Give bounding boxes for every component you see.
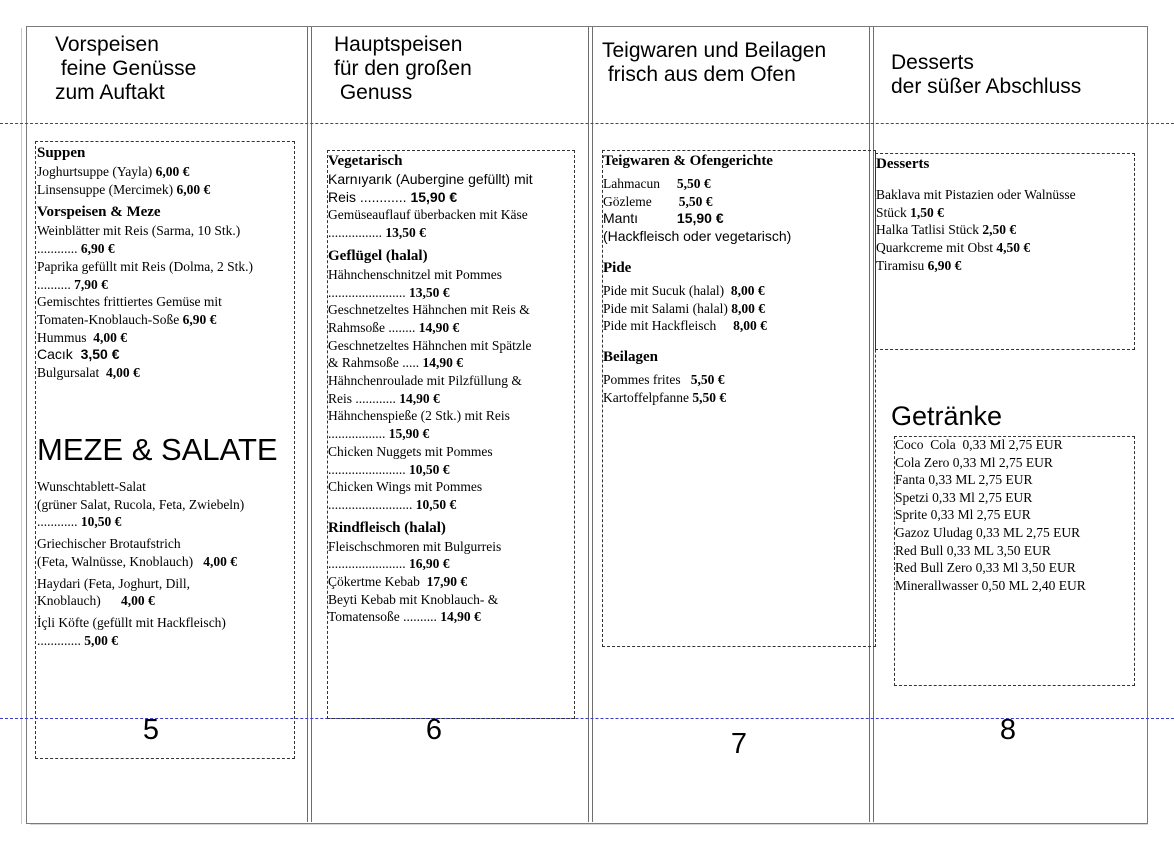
menu-item-name: Baklava mit Pistazien oder Walnüsse Stück xyxy=(876,187,1076,220)
menu-item-name: Cacık xyxy=(37,346,81,363)
menu-item-name: Gemüseauflauf überbacken mit Käse ................ xyxy=(328,207,528,241)
menu-item xyxy=(328,443,575,478)
menu-item-price: 10,50 € xyxy=(409,461,450,477)
menu-item xyxy=(328,171,575,206)
menu-item-name: Hummus xyxy=(37,329,94,345)
menu-item-name: Fleischschmoren mit Bulgurreis ....................... xyxy=(328,538,502,572)
panel-title-hauptspeisen: Hauptspeisen für den großen Genuss xyxy=(334,33,472,104)
menu-item-price: 4,00 € xyxy=(203,553,238,569)
menu-item xyxy=(37,293,295,328)
menu-item-price: 13,50 € xyxy=(385,225,426,241)
menu-item-name: Geschnetzeltes Hähnchen mit Spätzle & Rahmsoße ..... xyxy=(328,337,532,371)
page-edge xyxy=(21,28,22,824)
menu-item-price: 4,00 € xyxy=(120,593,155,609)
drink-item: Spetzi 0,33 Ml 2,75 EUR xyxy=(895,489,1033,505)
menu-item-price: 7,90 € xyxy=(74,276,108,292)
menu-item-name: Tiramisu xyxy=(876,257,928,273)
menu-item-name: Chicken Nuggets mit Pommes ....................... xyxy=(328,443,493,477)
panel-title-vorspeisen: Vorspeisen feine Genüsse zum Auftakt xyxy=(55,33,197,104)
menu-item-price: 6,90 € xyxy=(80,241,115,257)
menu-item xyxy=(37,346,295,364)
fold-line xyxy=(588,27,593,822)
menu-item-name: Pommes frites xyxy=(603,371,691,387)
menu-item xyxy=(328,591,575,626)
drink-item: Sprite 0,33 Ml 2,75 EUR xyxy=(895,507,1031,523)
menu-item-price: 5,50 € xyxy=(692,389,727,405)
drink-item: Fanta 0,33 ML 2,75 EUR xyxy=(895,472,1033,488)
section-heading: Vegetarisch xyxy=(328,153,403,169)
menu-item-name: Bulgursalat xyxy=(37,365,106,381)
menu-item-name: Hähnchenroulade mit Pilzfüllung & Reis ............ xyxy=(328,373,522,406)
panel-title-teigwaren: Teigwaren und Beilagen frisch aus dem Ofen xyxy=(602,39,827,86)
menu-item-price: 15,90 € xyxy=(676,210,724,227)
menu-item xyxy=(37,478,295,531)
page-number: 6 xyxy=(425,714,443,746)
menu-item-name: Gözleme xyxy=(603,193,679,209)
section-heading: Vorspeisen & Meze xyxy=(37,204,161,221)
menu-item-price: 8,00 € xyxy=(731,300,765,316)
menu-item-price: 8,00 € xyxy=(733,318,767,334)
menu-item-name: Joghurtsuppe (Yayla) xyxy=(37,164,156,179)
guide-line xyxy=(0,123,1174,124)
menu-item-price: 14,90 € xyxy=(399,390,440,406)
menu-item-name: Hähnchenspieße (2 Stk.) mit Reis ................. xyxy=(328,408,510,442)
menu-item xyxy=(603,371,875,389)
menu-item xyxy=(603,282,875,300)
menu-item xyxy=(37,163,295,181)
menu-item-name: Quarkcreme mit Obst xyxy=(876,240,997,256)
menu-item xyxy=(328,478,575,513)
menu-item-price: 5,50 € xyxy=(676,176,711,191)
menu-item xyxy=(603,175,875,193)
menu-item-price: 5,00 € xyxy=(84,632,118,648)
menu-item xyxy=(876,221,1134,239)
menu-item xyxy=(328,538,575,573)
menu-item-price: 15,90 € xyxy=(388,426,430,442)
menu-item-name: Lahmacun xyxy=(603,176,677,191)
drink-item: Red Bull Zero 0,33 Ml 3,50 EUR xyxy=(895,560,1076,576)
menu-item-name: İçli Köfte (gefüllt mit Hackfleisch) ............. xyxy=(37,614,226,648)
menu-item xyxy=(37,258,295,293)
menu-item xyxy=(603,210,875,228)
page-number: 8 xyxy=(999,714,1017,746)
menu-item xyxy=(328,337,575,372)
menu-item-price: 10,50 € xyxy=(80,514,122,530)
menu-item-name: Pide mit Salami (halal) xyxy=(603,300,732,316)
panel-title-desserts: Desserts der süßer Abschluss xyxy=(891,51,1082,98)
menu-item-name: Linsensuppe (Mercimek) xyxy=(37,181,177,197)
menu-item-price: 8,00 € xyxy=(730,282,765,298)
meze-salate-heading: MEZE & SALATE xyxy=(37,432,278,467)
menu-item-name: Halka Tatlisi Stück xyxy=(876,222,983,238)
drink-item: Minerallwasser 0,50 ML 2,40 EUR xyxy=(895,577,1086,593)
menu-item-price: 15,90 € xyxy=(410,188,458,205)
menu-item-price: 5,50 € xyxy=(690,371,725,387)
menu-item-price: 17,90 € xyxy=(426,574,468,590)
menu-item-price: 13,50 € xyxy=(409,284,450,300)
menu-item-name: Pide mit Sucuk (halal) xyxy=(603,282,731,298)
menu-item-price: 16,90 € xyxy=(409,556,450,572)
drinks-list xyxy=(895,436,1086,594)
drink-item: Red Bull 0,33 ML 3,50 EUR xyxy=(895,542,1051,558)
section-gap xyxy=(603,246,875,258)
menu-item xyxy=(603,300,875,318)
section-heading: Beilagen xyxy=(603,348,658,365)
menu-item-price: 6,00 € xyxy=(176,181,211,197)
menu-item-name: Griechischer Brotaufstrich (Feta, Walnüsse, Knoblauch) xyxy=(37,536,194,569)
menu-item-price: 14,90 € xyxy=(440,609,481,625)
menu-item-name: Gemischtes frittiertes Gemüse mit Tomaten-Knoblauch-Soße xyxy=(37,294,222,327)
teigwaren-content xyxy=(603,151,875,406)
section-heading: Suppen xyxy=(37,145,86,161)
menu-item-name: Wunschtablett-Salat (grüner Salat, Rucola, Feta, Zwiebeln) ............ xyxy=(37,479,245,530)
menu-item-name: Beyti Kebab mit Knoblauch- & Tomatensoße .......... xyxy=(328,591,499,625)
menu-item xyxy=(876,257,1134,275)
fold-line xyxy=(307,27,312,822)
menu-item-name: Weinblätter mit Reis (Sarma, 10 Stk.) ............ xyxy=(37,223,241,257)
menu-item xyxy=(328,206,575,241)
menu-item xyxy=(603,317,875,335)
drink-item: Cola Zero 0,33 Ml 2,75 EUR xyxy=(895,454,1053,470)
menu-item xyxy=(328,301,575,336)
menu-item xyxy=(328,266,575,301)
desserts-content xyxy=(876,154,1134,275)
meze-salate-list xyxy=(37,478,295,649)
section-heading: Pide xyxy=(603,259,632,276)
menu-item-price: 6,90 € xyxy=(182,311,217,327)
menu-item xyxy=(37,535,295,570)
menu-item xyxy=(37,222,295,257)
menu-item-price: 4,50 € xyxy=(996,240,1031,256)
menu-item xyxy=(603,228,875,246)
menu-item-price: 2,50 € xyxy=(982,222,1017,238)
menu-item xyxy=(876,239,1134,257)
hauptspeisen-content xyxy=(328,151,575,626)
menu-item-name: Paprika gefüllt mit Reis (Dolma, 2 Stk.) .......... xyxy=(37,258,253,292)
menu-item-price: 3,50 € xyxy=(80,346,120,363)
menu-item-name: Chicken Wings mit Pommes ......................... xyxy=(328,479,483,512)
menu-item-name: Karnıyarık (Aubergine gefüllt) mit Reis ............ xyxy=(328,171,533,205)
menu-item-name: Mantı xyxy=(603,210,677,227)
menu-item-price: 10,50 € xyxy=(415,496,457,512)
menu-item-price: 6,90 € xyxy=(927,257,962,273)
menu-item xyxy=(328,372,575,407)
menu-item-name: Geschnetzeltes Hähnchen mit Reis & Rahmsoße ........ xyxy=(328,302,530,335)
menu-item xyxy=(603,389,875,407)
menu-item-price: 4,00 € xyxy=(93,329,128,345)
menu-item-price: 14,90 € xyxy=(418,319,460,335)
menu-item-name: Haydari (Feta, Joghurt, Dill, Knoblauch) xyxy=(37,575,190,609)
menu-item-price: 4,00 € xyxy=(106,365,140,381)
menu-item-name: (Hackfleisch oder vegetarisch) xyxy=(603,228,792,245)
menu-item-price: 14,90 € xyxy=(422,355,463,371)
menu-item xyxy=(876,186,1134,221)
menu-item-name: Çökertme Kebab xyxy=(328,574,427,590)
section-heading: Geflügel (halal) xyxy=(328,247,428,264)
menu-item xyxy=(37,575,295,610)
menu-item-price: 5,50 € xyxy=(678,193,713,209)
menu-item-name: Kartoffelpfanne xyxy=(603,389,693,405)
page-number: 7 xyxy=(730,728,748,760)
menu-item xyxy=(37,329,295,347)
page-number: 5 xyxy=(142,714,160,746)
section-heading: Rindfleisch (halal) xyxy=(328,519,446,536)
menu-item-name: Hähnchenschnitzel mit Pommes ....................... xyxy=(328,266,502,300)
drink-item: Coco Cola 0,33 Ml 2,75 EUR xyxy=(895,437,1063,452)
menu-item xyxy=(328,573,575,591)
drink-item: Gazoz Uludag 0,33 ML 2,75 EUR xyxy=(895,524,1081,540)
getraenke-heading: Getränke xyxy=(891,401,1003,431)
section-gap xyxy=(876,174,1134,186)
section-gap xyxy=(603,335,875,347)
menu-item xyxy=(603,193,875,211)
menu-item xyxy=(37,364,295,382)
menu-item-price: 1,50 € xyxy=(910,204,944,220)
menu-item-name: Pide mit Hackfleisch xyxy=(603,318,734,334)
section-heading: Desserts xyxy=(876,156,930,172)
section-heading: Teigwaren & Ofengerichte xyxy=(603,153,773,169)
vorspeisen-content xyxy=(37,143,295,382)
menu-item xyxy=(37,181,295,199)
menu-item-price: 6,00 € xyxy=(155,164,190,179)
menu-item xyxy=(328,407,575,442)
menu-item xyxy=(37,614,295,649)
